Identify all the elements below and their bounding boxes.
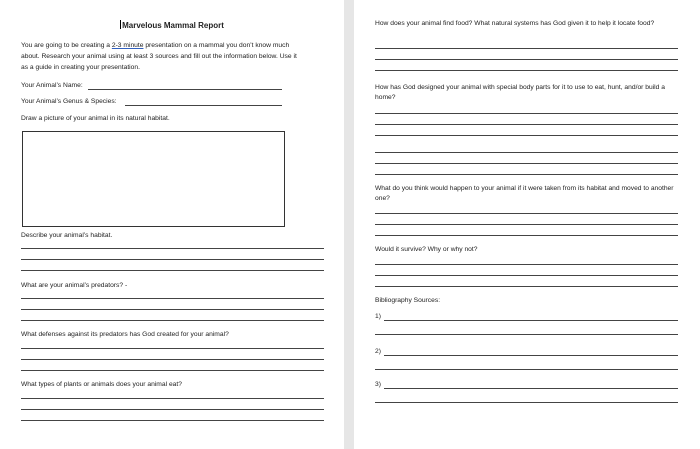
diet-line[interactable]: [21, 420, 324, 421]
defenses-prompt: What defenses against its predators has God created for your animal?: [21, 331, 229, 338]
habitat-line[interactable]: [21, 259, 324, 260]
body-parts-line[interactable]: [375, 163, 678, 164]
bibliography-label: Bibliography Sources:: [375, 297, 441, 304]
food-line[interactable]: [375, 70, 678, 71]
food-line[interactable]: [375, 59, 678, 60]
defenses-line[interactable]: [21, 370, 324, 371]
left-page: [0, 0, 344, 449]
defenses-line[interactable]: [21, 359, 324, 360]
diet-line[interactable]: [21, 398, 324, 399]
intro-text-start: You are going to be creating a: [21, 42, 112, 49]
drawing-box[interactable]: [22, 131, 285, 227]
source-number: 1): [375, 313, 381, 320]
intro-text-end: presentation on a mammal you don’t know much: [143, 42, 290, 49]
habitat-move-line[interactable]: [375, 213, 678, 214]
predators-line[interactable]: [21, 309, 324, 310]
habitat-line[interactable]: [21, 248, 324, 249]
defenses-line[interactable]: [21, 348, 324, 349]
habitat-prompt: Describe your animal’s habitat.: [21, 232, 113, 239]
animal-name-label: Your Animal’s Name:: [21, 82, 83, 89]
source-line[interactable]: [384, 320, 678, 321]
habitat-move-prompt: What do you think would happen to your animal if it were taken from its habitat and moved to another one?: [375, 185, 674, 202]
right-page: [354, 0, 700, 449]
source-number: 3): [375, 381, 381, 388]
predators-prompt: What are your animal’s predators? -: [21, 282, 128, 289]
animal-name-line[interactable]: [88, 89, 282, 90]
survive-prompt: Would it survive? Why or why not?: [375, 246, 478, 253]
food-line[interactable]: [375, 48, 678, 49]
body-parts-line[interactable]: [375, 113, 678, 114]
genus-species-line[interactable]: [125, 105, 282, 106]
predators-line[interactable]: [21, 298, 324, 299]
source-line[interactable]: [384, 355, 678, 356]
body-parts-prompt: How has God designed your animal with special body parts for it to use to eat, hunt, and/or build a home?: [375, 84, 665, 101]
draw-prompt: Draw a picture of your animal in its natural habitat.: [21, 115, 170, 122]
habitat-move-line[interactable]: [375, 224, 678, 225]
intro-duration: 2-3 minute: [111, 42, 144, 49]
intro-line-3: as a guide in creating your presentation.: [21, 64, 140, 71]
predators-line[interactable]: [21, 320, 324, 321]
body-parts-line[interactable]: [375, 135, 678, 136]
diet-line[interactable]: [21, 409, 324, 410]
source-line[interactable]: [375, 402, 678, 403]
source-line[interactable]: [384, 388, 678, 389]
report-title-text: Marvelous Mammal Report: [122, 21, 224, 30]
habitat-move-line[interactable]: [375, 235, 678, 236]
report-title: [0, 20, 344, 30]
text-cursor: [120, 20, 121, 29]
genus-species-label: Your Animal’s Genus & Species:: [21, 98, 117, 105]
intro-line-2: about. Research your animal using at least 3 sources and fill out the information below. Use it: [21, 53, 297, 60]
survive-line[interactable]: [375, 286, 678, 287]
source-line[interactable]: [375, 369, 678, 370]
survive-line[interactable]: [375, 275, 678, 276]
diet-prompt: What types of plants or animals does your animal eat?: [21, 381, 182, 388]
body-parts-line[interactable]: [375, 124, 678, 125]
source-number: 2): [375, 348, 381, 355]
source-line[interactable]: [375, 334, 678, 335]
body-parts-line[interactable]: [375, 152, 678, 153]
habitat-line[interactable]: [21, 270, 324, 271]
body-parts-line[interactable]: [375, 174, 678, 175]
intro-line-1: [21, 41, 289, 51]
survive-line[interactable]: [375, 264, 678, 265]
food-prompt: How does your animal find food? What natural systems has God given it to help it locate food?: [375, 20, 655, 27]
